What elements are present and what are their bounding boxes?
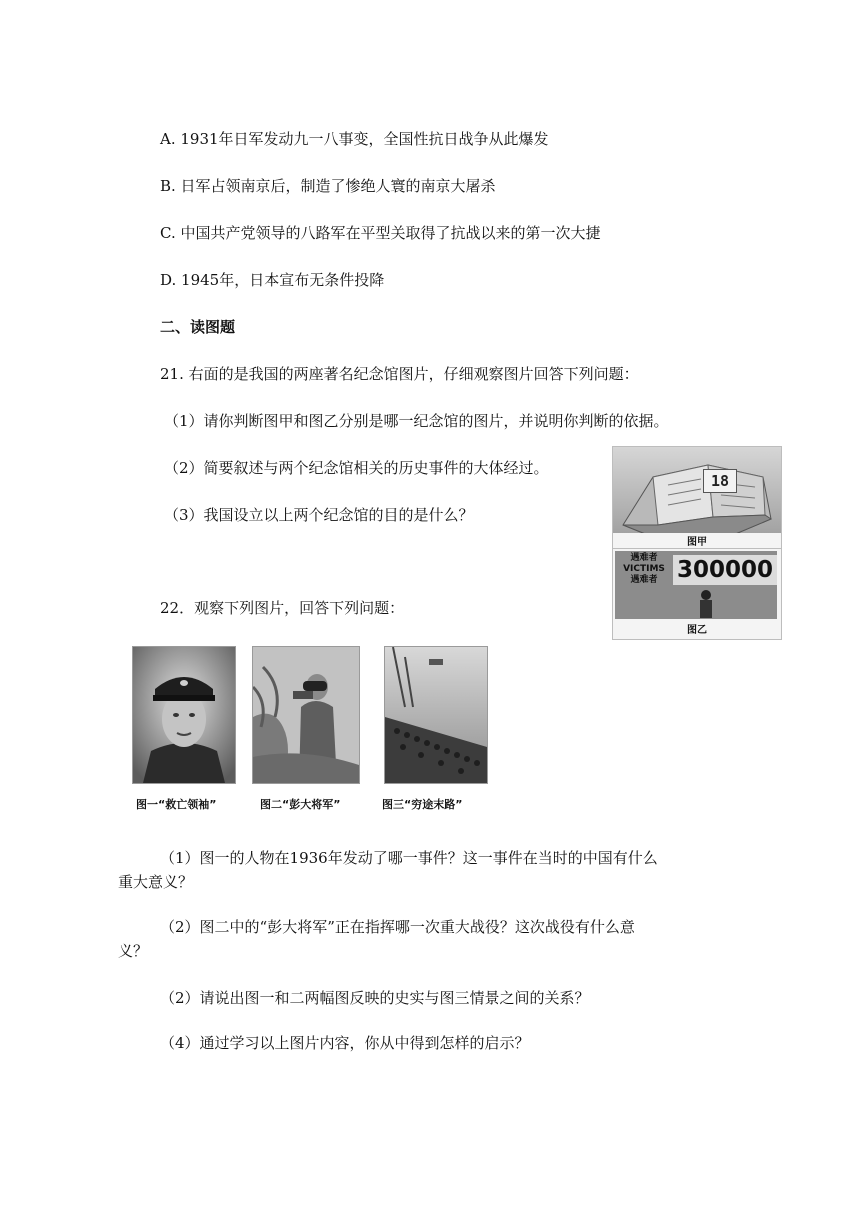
option-a: A. 1931年日军发动九一八事变，全国性抗日战争从此爆发 xyxy=(160,130,549,148)
option-c: C. 中国共产党领导的八路军在平型关取得了抗战以来的第一次大捷 xyxy=(160,224,601,242)
section-title: 二、读图题 xyxy=(160,318,236,336)
memorial-jia-drawing xyxy=(613,447,781,547)
general-drawing xyxy=(253,647,359,783)
q22-sub1-line2: 重大意义？ xyxy=(118,873,194,891)
calendar-number: 18 xyxy=(703,469,737,493)
caption-photo3: 图三“穷途末路” xyxy=(382,798,463,811)
option-b: B. 日军占领南京后，制造了惨绝人寰的南京大屠杀 xyxy=(160,177,496,195)
caption-jia: 图甲 xyxy=(613,533,781,548)
victims-cn-top: 遇难者 xyxy=(630,553,658,563)
victims-count: 300000 xyxy=(673,555,777,585)
memorial-photo-jia xyxy=(612,446,782,548)
q22-stem: 22．观察下列图片，回答下列问题： xyxy=(160,599,405,617)
caption-photo2: 图二“彭大将军” xyxy=(260,798,341,811)
portrait-drawing xyxy=(133,647,235,783)
caption-yi: 图乙 xyxy=(687,625,707,636)
q21-sub3: （3）我国设立以上两个纪念馆的目的是什么？ xyxy=(164,506,474,524)
victims-en: VICTIMS xyxy=(623,564,665,574)
q22-sub4: （4）通过学习以上图片内容，你从中得到怎样的启示？ xyxy=(160,1034,530,1052)
harbor-drawing xyxy=(385,647,487,783)
q22-sub2-line1: （2）图二中的“彭大将军”正在指挥哪一次重大战役？这次战役有什么意 xyxy=(160,918,635,936)
victims-cn-bottom: 遇难者 xyxy=(630,575,658,585)
q22-sub1-line1: （1）图一的人物在1936年发动了哪一事件？这一事件在当时的中国有什么 xyxy=(160,849,658,867)
photo-general-binoculars xyxy=(252,646,360,784)
q21-stem: 21. 右面的是我国的两座著名纪念馆图片，仔细观察图片回答下列问题： xyxy=(160,365,639,383)
photo-harbor-retreat xyxy=(384,646,488,784)
memorial-photo-yi xyxy=(612,548,782,640)
q22-sub2-line2: 义？ xyxy=(118,942,149,960)
q21-sub1: （1）请你判断图甲和图乙分别是哪一纪念馆的图片，并说明你判断的依据。 xyxy=(164,412,669,430)
q22-sub3: （2）请说出图一和二两幅图反映的史实与图三情景之间的关系？ xyxy=(160,989,590,1007)
caption-photo1: 图一“救亡领袖” xyxy=(136,798,217,811)
option-d: D. 1945年，日本宣布无条件投降 xyxy=(160,271,385,289)
q21-sub2: （2）简要叙述与两个纪念馆相关的历史事件的大体经过。 xyxy=(164,459,549,477)
photo-leader-portrait xyxy=(132,646,236,784)
